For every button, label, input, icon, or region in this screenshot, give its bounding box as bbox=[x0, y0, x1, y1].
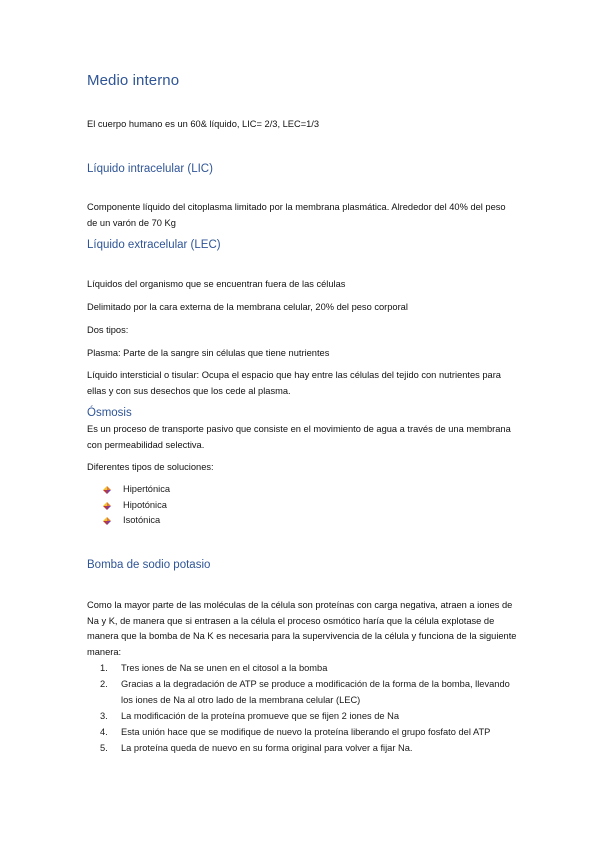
step-number: 5. bbox=[100, 742, 108, 753]
bomba-paragraph: Como la mayor parte de las moléculas de la célula son proteínas con carga negativa, atraen a iones de Na y K, de manera que si entrasen a la célula el proceso osmótico haría que la célula explotase de manera que la bomba de Na K es necesaria para la supervivencia de la célula y funciona de la siguiente manera: bbox=[87, 600, 517, 657]
step-text: Tres iones de Na se unen en el citosol a la bomba bbox=[121, 663, 328, 673]
step-number: 3. bbox=[100, 710, 108, 721]
solution-type-hipertonica: Hipertónica bbox=[123, 484, 171, 494]
lec-paragraph-1: Líquidos del organismo que se encuentran fuera de las células bbox=[87, 279, 346, 289]
heading-bomba: Bomba de sodio potasio bbox=[87, 559, 211, 571]
step-number: 2. bbox=[100, 679, 108, 689]
step-text: Esta unión hace que se modifique de nuevo la proteína liberando el grupo fosfato del ATP bbox=[121, 726, 491, 737]
solution-types-list bbox=[103, 482, 170, 529]
list-item bbox=[100, 709, 510, 725]
multicolor-diamond-bullet-icon bbox=[103, 486, 111, 494]
osmosis-types-label: Diferentes tipos de soluciones: bbox=[87, 462, 214, 472]
list-item bbox=[100, 741, 510, 757]
step-text: La proteína queda de nuevo en su forma original para volver a fijar Na. bbox=[121, 742, 413, 753]
step-text: Gracias a la degradación de ATP se produce a modificación de la forma de la bomba, llevando los iones de Na al otro lado de la membrana celular (LEC) bbox=[121, 679, 510, 705]
solution-type-isotonica: Isotónica bbox=[123, 515, 161, 525]
lec-paragraph-3: Dos tipos: bbox=[87, 325, 129, 335]
lic-paragraph: Componente líquido del citoplasma limitado por la membrana plasmática. Alrededor del 40% del peso de un varón de 70 Kg bbox=[87, 202, 506, 228]
step-text: La modificación de la proteína promueve que se fijen 2 iones de Na bbox=[121, 710, 400, 721]
list-item bbox=[103, 482, 170, 498]
list-item bbox=[103, 513, 170, 529]
osmosis-paragraph: Es un proceso de transporte pasivo que consiste en el movimiento de agua a través de una membrana con permeabilidad selectiva. bbox=[87, 424, 511, 450]
intro-paragraph: El cuerpo humano es un 60& líquido, LIC= 2/3, LEC=1/3 bbox=[87, 119, 320, 129]
heading-osmosis: Ósmosis bbox=[87, 407, 132, 419]
step-number: 4. bbox=[100, 726, 108, 737]
list-item bbox=[100, 677, 510, 708]
multicolor-diamond-bullet-icon bbox=[103, 502, 111, 510]
lec-paragraph-5: Líquido intersticial o tisular: Ocupa el espacio que hay entre las células del tejido con nutrientes para ellas y con sus desechos que los cede al plasma. bbox=[87, 370, 501, 396]
lec-paragraph-4: Plasma: Parte de la sangre sin células que tiene nutrientes bbox=[87, 348, 330, 358]
step-number: 1. bbox=[100, 663, 108, 673]
solution-type-hipotonica: Hipotónica bbox=[123, 499, 167, 510]
page-title: Medio interno bbox=[87, 72, 180, 89]
heading-lec: Líquido extracelular (LEC) bbox=[87, 239, 221, 251]
heading-lic: Líquido intracelular (LIC) bbox=[87, 163, 213, 175]
list-item bbox=[103, 498, 170, 514]
bomba-steps-list bbox=[100, 661, 510, 757]
list-item bbox=[100, 725, 510, 741]
multicolor-diamond-bullet-icon bbox=[103, 517, 111, 525]
list-item bbox=[100, 661, 510, 677]
lec-paragraph-2: Delimitado por la cara externa de la membrana celular, 20% del peso corporal bbox=[87, 302, 408, 312]
